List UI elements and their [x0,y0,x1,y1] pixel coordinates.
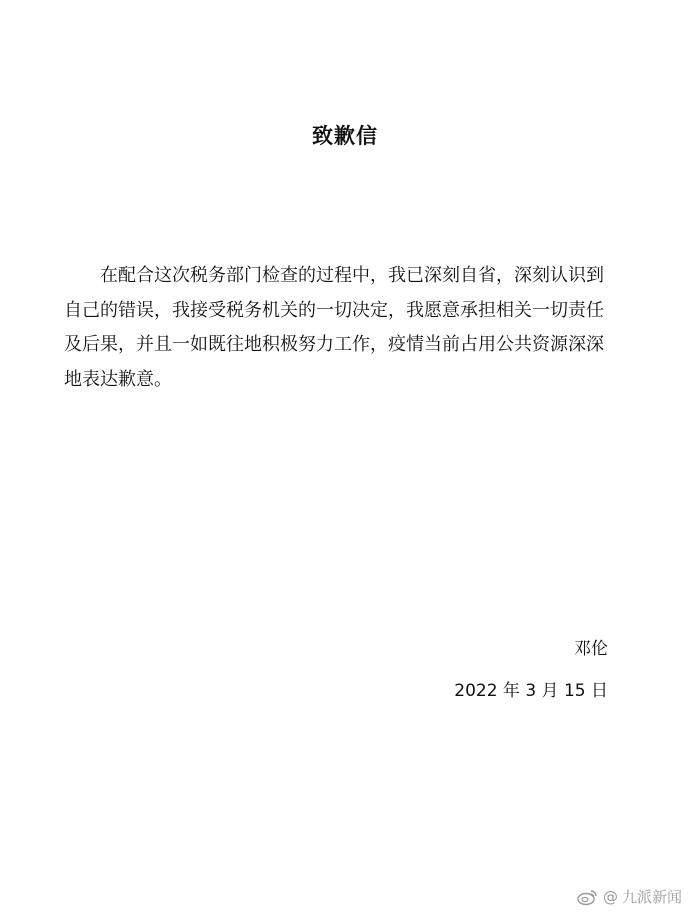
watermark [577,886,682,907]
watermark-text: 九派新闻 [621,888,682,906]
weibo-icon [577,888,599,906]
body-line: 及后果，并且一如既往地积极努力工作，疫情当前占用公共资源深深 [64,334,604,355]
watermark-at: @ [602,887,618,906]
letter-date: 2022 年 3 月 15 日 [454,681,608,701]
body-line: 在配合这次税务部门检查的过程中，我已深刻自省，深刻认识到 [100,265,604,286]
letter-title: 致歉信 [312,124,378,148]
body-line: 自己的错误，我接受税务机关的一切决定，我愿意承担相关一切责任 [64,299,604,321]
body-line: 地表达歉意。 [64,368,172,390]
signature: 邓伦 [574,639,608,659]
letter-body [64,259,624,397]
